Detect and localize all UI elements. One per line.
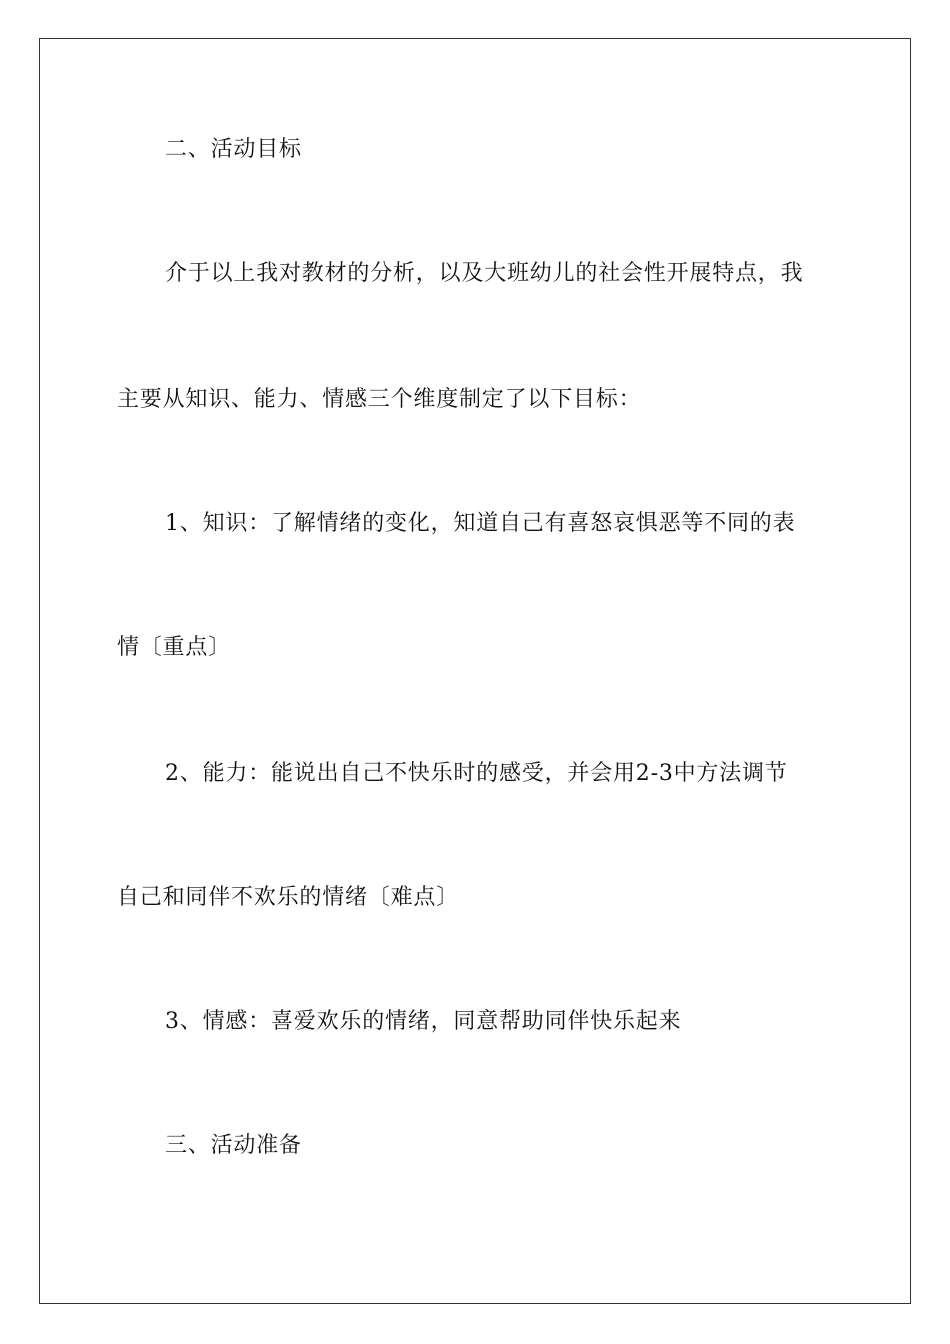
- page-border: [39, 38, 911, 1304]
- goal-ability-line: 2、能力：能说出自己不快乐时的感受，并会用2-3中方法调节: [165, 761, 788, 786]
- section-heading-activity-preparation: 三、活动准备: [165, 1133, 302, 1158]
- goal-knowledge-line: 1、知识：了解情绪的变化，知道自己有喜怒哀惧恶等不同的表: [165, 511, 796, 536]
- goal-ability-line: 自己和同伴不欢乐的情绪〔难点〕: [117, 885, 460, 910]
- goal-knowledge-line: 情〔重点〕: [117, 635, 232, 660]
- paragraph-line: 介于以上我对教材的分析，以及大班幼儿的社会性开展特点，我: [165, 261, 804, 286]
- goal-emotion-line: 3、情感：喜爱欢乐的情绪，同意帮助同伴快乐起来: [165, 1009, 682, 1034]
- section-heading-activity-goals: 二、活动目标: [165, 137, 302, 162]
- paragraph-line: 主要从知识、能力、情感三个维度制定了以下目标：: [117, 387, 642, 412]
